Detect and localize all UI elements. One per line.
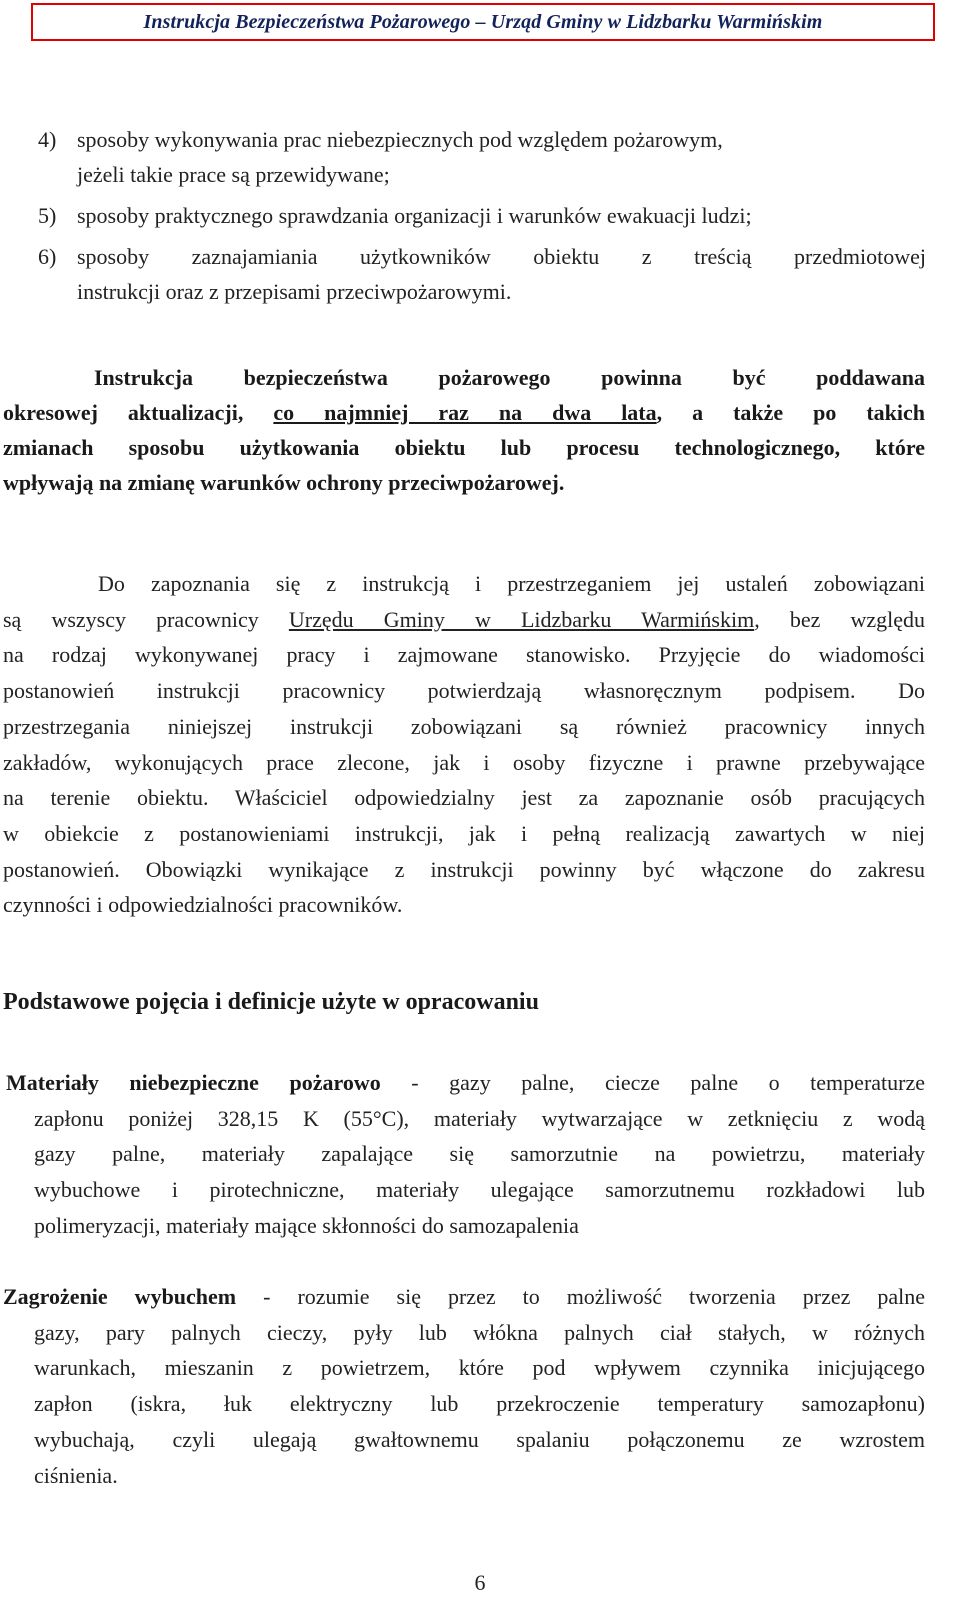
page-number: 6 xyxy=(474,1570,486,1595)
update-requirement-paragraph xyxy=(3,360,925,500)
list-item-text: jeżeli takie prace są przewidywane; xyxy=(77,162,390,187)
list-item-text: instrukcji oraz z przepisami przeciwpożarowymi. xyxy=(77,279,512,304)
definition-line: polimeryzacji, materiały mające skłonności do samozapalenia xyxy=(34,1212,579,1238)
header-title: Instrukcja Bezpieczeństwa Pożarowego – Urząd Gminy w Lidzbarku Warmińskim xyxy=(143,10,823,33)
list-item-text: sposoby praktycznego sprawdzania organizacji i warunków ewakuacji ludzi; xyxy=(77,203,752,228)
definition-term: Zagrożenie wybuchem xyxy=(3,1284,237,1309)
obligations-paragraph xyxy=(3,566,925,923)
definition-line: warunkach, mieszanin z powietrzem, które pod wpływem czynnika inicjującego xyxy=(34,1355,925,1381)
list-item-text: sposoby zaznajamiania użytkowników obiektu z treścią przedmiotowej xyxy=(77,244,926,269)
office-name-underlined: Urzędu Gminy w Lidzbarku Warmińskim xyxy=(288,606,755,632)
list-item xyxy=(0,122,960,192)
paragraph-line xyxy=(3,395,925,430)
paragraph-line: Do zapoznania się z instrukcją i przestrzeganiem jej ustaleń zobowiązani xyxy=(98,571,925,596)
paragraph-line: w obiekcie z postanowieniami instrukcji, jak i pełną realizacją zawartych w niej xyxy=(3,820,925,846)
paragraph-line: postanowień instrukcji pracownicy potwierdzają własnoręcznym podpisem. Do xyxy=(3,678,925,704)
definition-line xyxy=(0,1065,960,1101)
paragraph-line: Instrukcja bezpieczeństwa pożarowego powinna być poddawana xyxy=(94,365,925,390)
paragraph-line: postanowień. Obowiązki wynikające z instrukcji powinny być włączone do zakresu xyxy=(3,856,925,882)
update-interval-underlined: co najmniej raz na dwa lata xyxy=(273,400,657,425)
paragraph-line: zmianach sposobu użytkowania obiektu lub procesu technologicznego, które xyxy=(3,435,925,460)
list-item-number: 5) xyxy=(38,203,57,228)
definition-text: - rozumie się przez to możliwość tworzenia przez palne xyxy=(236,1284,925,1309)
definition-line xyxy=(0,1279,960,1315)
definition-line: zapłon (iskra, łuk elektryczny lub przekroczenie temperatury samozapłonu) xyxy=(34,1391,925,1417)
definition-line: wybuchowe i pirotechniczne, materiały ulegające samorzutnemu rozkładowi lub xyxy=(34,1177,925,1203)
paragraph-line xyxy=(3,602,925,638)
paragraph-line: na terenie obiektu. Właściciel odpowiedzialny jest za zapoznanie osób pracujących xyxy=(3,785,925,811)
section-heading: Podstawowe pojęcia i definicje użyte w opracowaniu xyxy=(3,989,539,1015)
paragraph-text: , bez względu xyxy=(754,606,926,632)
definition-explosion-hazard xyxy=(0,1279,960,1493)
list-item-text: sposoby wykonywania prac niebezpiecznych pod względem pożarowym, xyxy=(77,127,723,152)
paragraph-line: czynności i odpowiedzialności pracowników. xyxy=(3,892,403,918)
paragraph-text: , a także po takich xyxy=(656,400,926,425)
paragraph-line: wpływają na zmianę warunków ochrony przeciwpożarowej. xyxy=(3,470,565,495)
list-item xyxy=(0,198,960,233)
paragraph-line: zakładów, wykonujących prace zlecone, jak i osoby fizyczne i prawne przebywające xyxy=(3,749,925,775)
page-header xyxy=(31,3,935,41)
list-item-number: 6) xyxy=(38,244,57,269)
paragraph-line: na rodzaj wykonywanej pracy i zajmowane stanowisko. Przyjęcie do wiadomości xyxy=(3,642,925,668)
paragraph-text: okresowej aktualizacji, xyxy=(3,400,244,425)
list-item-number: 4) xyxy=(38,127,57,152)
definition-text: - gazy palne, ciecze palne o temperaturze xyxy=(380,1070,925,1095)
definition-term: Materiały niebezpieczne pożarowo xyxy=(6,1070,381,1095)
paragraph-text: są wszyscy pracownicy xyxy=(3,606,259,632)
definition-line: gazy, pary palnych cieczy, pyły lub włókna palnych ciał stałych, w różnych xyxy=(34,1319,925,1345)
numbered-list xyxy=(0,122,960,309)
definition-line: ciśnienia. xyxy=(34,1462,118,1488)
definition-line: wybuchają, czyli ulegają gwałtownemu spalaniu połączonemu ze wzrostem xyxy=(34,1426,925,1452)
list-item xyxy=(0,239,960,309)
definition-hazardous-materials xyxy=(0,1065,960,1244)
definition-line: gazy palne, materiały zapalające się samorzutnie na powietrzu, materiały xyxy=(34,1141,925,1167)
definition-line: zapłonu poniżej 328,15 K (55°C), materiały wytwarzające w zetknięciu z wodą xyxy=(34,1105,925,1131)
paragraph-line: przestrzegania niniejszej instrukcji zobowiązani są również pracownicy innych xyxy=(3,713,925,739)
